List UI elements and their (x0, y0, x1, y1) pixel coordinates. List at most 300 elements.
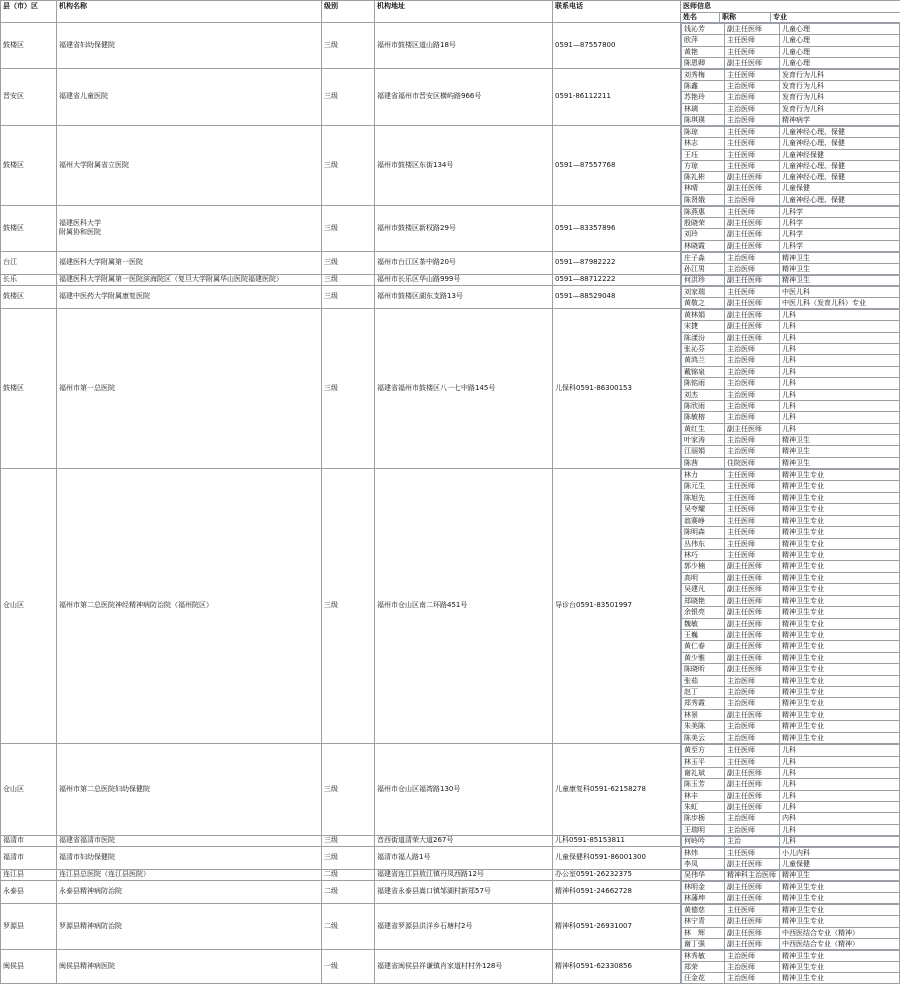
doctor-row (682, 527, 900, 538)
doctor-name: 王瑞明 (682, 824, 725, 835)
doctor-name: 黄红生 (682, 423, 725, 434)
doctor-specialty: 儿科 (780, 790, 900, 801)
institution-row (1, 881, 900, 904)
doctor-specialty: 儿科学 (780, 240, 900, 251)
doctor-name: 林宁青 (682, 916, 725, 927)
doctor-specialty: 儿科 (780, 321, 900, 332)
address-cell: 福清市福人路1号 (375, 847, 553, 870)
doctor-title: 副主任医师 (725, 423, 780, 434)
doctor-list (681, 950, 900, 983)
institution-row (1, 870, 900, 881)
county-cell: 鼓楼区 (1, 126, 57, 206)
doctor-row (682, 561, 900, 572)
doctor-list-cell (681, 69, 900, 126)
doctor-title: 副主任医师 (725, 790, 780, 801)
doctor-row (682, 160, 900, 171)
doctor-specialty: 精神卫生专业 (780, 504, 900, 515)
doctor-row (682, 973, 900, 984)
doctor-name: 陈琼 (682, 127, 725, 138)
doctor-title: 副主任医师 (725, 561, 780, 572)
doctor-list (681, 69, 900, 125)
doctor-specialty: 儿童神经心理、保健 (780, 127, 900, 138)
doctor-title: 主治医师 (725, 366, 780, 377)
doctor-specialty: 精神卫生专业 (780, 675, 900, 686)
doctor-list (681, 252, 900, 274)
doctor-specialty: 儿科 (780, 756, 900, 767)
doctor-title: 副主任医师 (725, 57, 780, 68)
level-cell: 三级 (322, 744, 375, 836)
header-phone: 联系电话 (553, 1, 681, 23)
doctor-specialty: 发育行为儿科 (780, 70, 900, 81)
institution-name-cell: 福建中医药大学附属康复医院 (57, 285, 322, 308)
doctor-name: 林丰 (682, 790, 725, 801)
doctor-specialty: 儿童心理 (780, 57, 900, 68)
doctor-name: 陈铭雨 (682, 378, 725, 389)
institution-row (1, 251, 900, 274)
phone-cell: 0591-86112211 (553, 69, 681, 126)
doctor-row (682, 916, 900, 927)
institution-name-cell: 福建医科大学 附属协和医院 (57, 205, 322, 251)
county-cell: 福清市 (1, 836, 57, 847)
doctor-row (682, 470, 900, 481)
doctor-title: 主任医师 (725, 745, 780, 756)
doctor-specialty: 儿科 (780, 344, 900, 355)
doctor-title: 主治医师 (725, 675, 780, 686)
phone-cell: 儿童康复科0591-62158278 (553, 744, 681, 836)
doctor-row (682, 629, 900, 640)
doctor-name: 刘家瑞 (682, 286, 725, 297)
level-cell: 三级 (322, 205, 375, 251)
doctor-name: 林志 (682, 138, 725, 149)
doctor-list (681, 469, 900, 743)
doctor-specialty: 精神卫生专业 (780, 652, 900, 663)
doctor-specialty: 精神卫生 (780, 434, 900, 445)
doctor-row (682, 355, 900, 366)
address-cell: 福州市仓山区福湾路130号 (375, 744, 553, 836)
doctor-row (682, 457, 900, 468)
doctor-specialty: 儿科 (780, 355, 900, 366)
doctor-specialty: 精神卫生专业 (780, 641, 900, 652)
doctor-specialty: 精神卫生专业 (780, 893, 900, 904)
doctor-row (682, 824, 900, 835)
doctor-name: 赵丁 (682, 687, 725, 698)
doctor-name: 林秀敏 (682, 951, 725, 962)
doctor-specialty: 精神卫生 (780, 252, 900, 263)
doctor-name: 郑荣 (682, 962, 725, 973)
doctor-list (681, 847, 900, 869)
doctor-row (682, 664, 900, 675)
doctor-row (682, 481, 900, 492)
doctor-row (682, 389, 900, 400)
doctor-specialty: 儿童神经心理、保健 (780, 160, 900, 171)
doctor-list-cell (681, 744, 900, 836)
doctor-specialty: 精神卫生 (780, 275, 900, 285)
header-doc-spec: 专业 (771, 13, 787, 22)
phone-cell: 0591—83357896 (553, 205, 681, 251)
doctor-title: 主任医师 (725, 149, 780, 160)
doctor-specialty: 发育行为儿科 (780, 103, 900, 114)
institution-name-cell: 罗源县精神病防治院 (57, 904, 322, 950)
doctor-row (682, 893, 900, 904)
phone-cell: 0591—87982222 (553, 251, 681, 274)
phone-cell: 精神科0591-26931007 (553, 904, 681, 950)
doctor-row (682, 641, 900, 652)
doctor-specialty: 儿科 (780, 824, 900, 835)
doctor-title: 副主任医师 (725, 629, 780, 640)
doctor-title: 主治医师 (725, 263, 780, 274)
doctor-specialty: 儿科学 (780, 206, 900, 217)
doctor-name: 谢礼斌 (682, 767, 725, 778)
doctor-name: 殷晓荣 (682, 218, 725, 229)
doctor-title: 主任医师 (725, 515, 780, 526)
doctor-specialty: 儿童心理 (780, 46, 900, 57)
doctor-list (681, 881, 900, 903)
doctor-title: 主任医师 (725, 905, 780, 916)
address-cell: 福州市台江区茶中路20号 (375, 251, 553, 274)
doctor-specialty: 发育行为儿科 (780, 92, 900, 103)
doctor-title: 主任医师 (725, 206, 780, 217)
county-cell: 连江县 (1, 870, 57, 881)
doctor-name: 何洪珍 (682, 275, 725, 285)
institution-name-cell: 福建医科大学附属第一医院滨海院区（复旦大学附属华山医院福建医院） (57, 274, 322, 285)
doctor-list (681, 126, 900, 205)
doctor-title: 副主任医师 (725, 893, 780, 904)
institution-row (1, 23, 900, 69)
institution-row (1, 126, 900, 206)
doctor-name: 方琼 (682, 160, 725, 171)
doctor-row (682, 927, 900, 938)
doctor-row (682, 229, 900, 240)
doctor-row (682, 114, 900, 125)
header-doctor-info (681, 1, 900, 23)
doctor-row (682, 366, 900, 377)
doctor-specialty: 儿童保健 (780, 859, 900, 870)
doctor-title: 副主任医师 (725, 572, 780, 583)
doctor-title: 主治医师 (725, 389, 780, 400)
county-cell: 台江 (1, 251, 57, 274)
doctor-specialty: 精神卫生专业 (780, 962, 900, 973)
doctor-title: 主任医师 (725, 481, 780, 492)
doctor-row (682, 790, 900, 801)
doctor-row (682, 813, 900, 824)
doctor-name: 王巍 (682, 629, 725, 640)
doctor-row (682, 652, 900, 663)
county-cell: 仓山区 (1, 744, 57, 836)
address-cell: 音西街道清荣大道267号 (375, 836, 553, 847)
doctor-name: 汪金花 (682, 973, 725, 984)
doctor-title: 副主任医师 (725, 229, 780, 240)
institution-row (1, 69, 900, 126)
doctor-specialty: 内科 (780, 813, 900, 824)
doctor-title: 副主任医师 (725, 664, 780, 675)
doctor-name: 陈旭先 (682, 492, 725, 503)
address-cell: 福建省福州市晋安区横屿路966号 (375, 69, 553, 126)
doctor-row (682, 538, 900, 549)
address-cell: 福建省福州市鼓楼区八一七中路145号 (375, 308, 553, 468)
doctor-title: 主治医师 (725, 824, 780, 835)
doctor-name: 黄仁春 (682, 641, 725, 652)
doctor-title: 副主任医师 (725, 641, 780, 652)
doctor-list (681, 206, 900, 251)
doctor-name: 陈元生 (682, 481, 725, 492)
level-cell: 二级 (322, 904, 375, 950)
doctor-name: 苏艳玲 (682, 92, 725, 103)
level-cell: 二级 (322, 870, 375, 881)
doctor-title: 住院医师 (725, 457, 780, 468)
doctor-name: 林玉平 (682, 756, 725, 767)
doctor-specialty: 精神卫生专业 (780, 470, 900, 481)
doctor-row (682, 859, 900, 870)
header-name: 机构名称 (57, 1, 322, 23)
doctor-title: 副主任医师 (725, 584, 780, 595)
doctor-specialty: 精神卫生专业 (780, 882, 900, 893)
doctor-specialty: 精神卫生专业 (780, 698, 900, 709)
doctor-row (682, 721, 900, 732)
doctor-name: 陈明森 (682, 527, 725, 538)
address-cell: 福州市鼓楼区湖东支路13号 (375, 285, 553, 308)
doctor-title: 副主任医师 (725, 172, 780, 183)
doctor-row (682, 756, 900, 767)
phone-cell: 精神科0591-62330856 (553, 950, 681, 984)
phone-cell: 导诊台0591-83501997 (553, 469, 681, 744)
doctor-title: 主治医师 (725, 114, 780, 125)
doctor-title: 副主任医师 (725, 297, 780, 308)
doctor-row (682, 138, 900, 149)
doctor-specialty: 儿科 (780, 389, 900, 400)
doctor-specialty: 中医儿科 (780, 286, 900, 297)
doctor-list-cell (681, 870, 900, 881)
doctor-title: 副主任医师 (725, 927, 780, 938)
phone-cell: 儿童保健科0591-86001300 (553, 847, 681, 870)
doctor-row (682, 378, 900, 389)
doctor-name: 李凤 (682, 859, 725, 870)
doctor-row (682, 607, 900, 618)
level-cell: 三级 (322, 23, 375, 69)
doctor-name: 黄林娟 (682, 309, 725, 320)
doctor-list-cell (681, 847, 900, 870)
doctor-name: 吴建凡 (682, 584, 725, 595)
address-cell: 福州市仓山区南二环路451号 (375, 469, 553, 744)
doctor-row (682, 423, 900, 434)
doctor-name: 林璃 (682, 103, 725, 114)
phone-cell: 0591—88712222 (553, 274, 681, 285)
doctor-row (682, 779, 900, 790)
doctor-row (682, 434, 900, 445)
doctor-specialty: 精神卫生专业 (780, 481, 900, 492)
doctor-row (682, 92, 900, 103)
doctor-row (682, 618, 900, 629)
phone-cell: 儿保科0591-86300153 (553, 308, 681, 468)
doctor-title: 副主任医师 (725, 652, 780, 663)
doctor-name: 林晓霞 (682, 240, 725, 251)
doctor-name: 陈茜 (682, 457, 725, 468)
doctor-specialty: 儿科 (780, 412, 900, 423)
doctor-list-cell (681, 251, 900, 274)
doctor-list (681, 904, 900, 949)
institution-name-cell: 福州市第二总医院妇幼保健院 (57, 744, 322, 836)
doctor-title: 主任医师 (725, 538, 780, 549)
address-cell: 福建省连江县敖江镇丹凤西路12号 (375, 870, 553, 881)
doctor-name: 林巧 (682, 549, 725, 560)
doctor-name: 刘玲 (682, 229, 725, 240)
doctor-title: 主任医师 (725, 492, 780, 503)
level-cell: 三级 (322, 836, 375, 847)
doctor-specialty: 精神卫生专业 (780, 527, 900, 538)
doctor-row (682, 35, 900, 46)
header-doctor-info-title: 医师信息 (681, 1, 900, 13)
doctor-name: 谢丁强 (682, 938, 725, 949)
doctor-title: 主治 (725, 837, 780, 847)
doctor-title: 主任医师 (725, 848, 780, 859)
doctor-title: 主治医师 (725, 400, 780, 411)
doctor-row (682, 332, 900, 343)
doctor-title: 主治医师 (725, 92, 780, 103)
doctor-name: 黄艳 (682, 46, 725, 57)
doctor-list-cell (681, 881, 900, 904)
doctor-specialty: 儿科 (780, 779, 900, 790)
level-cell: 三级 (322, 308, 375, 468)
doctor-specialty: 儿科 (780, 378, 900, 389)
doctor-specialty: 儿童神经心理、保健 (780, 172, 900, 183)
doctor-row (682, 57, 900, 68)
doctor-title: 副主任医师 (725, 767, 780, 778)
doctor-name: 刘杰 (682, 389, 725, 400)
doctor-row (682, 745, 900, 756)
doctor-title: 副主任医师 (725, 321, 780, 332)
header-level: 级别 (322, 1, 375, 23)
doctor-row (682, 584, 900, 595)
institution-name-cell: 永泰县精神病防治院 (57, 881, 322, 904)
doctor-name: 陈美云 (682, 732, 725, 743)
address-cell: 福建省永泰县嵩口镇邹湖村新郑57号 (375, 881, 553, 904)
county-cell: 晋安区 (1, 69, 57, 126)
doctor-list (681, 286, 900, 308)
table-header-row (1, 1, 900, 23)
doctor-row (682, 709, 900, 720)
doctor-name: 庄子淼 (682, 252, 725, 263)
doctor-row (682, 275, 900, 285)
doctor-name: 黄德慈 (682, 905, 725, 916)
doctor-title: 主治医师 (725, 434, 780, 445)
doctor-title: 主治医师 (725, 973, 780, 984)
doctor-title: 主任医师 (725, 286, 780, 297)
doctor-title: 主治医师 (725, 194, 780, 205)
doctor-name: 郑晓艳 (682, 595, 725, 606)
doctor-specialty: 儿童神经心理、保健 (780, 194, 900, 205)
doctor-specialty: 儿童神经保健 (780, 149, 900, 160)
doctor-title: 主任医师 (725, 46, 780, 57)
doctor-list (681, 309, 900, 468)
doctor-row (682, 951, 900, 962)
doctor-specialty: 精神卫生专业 (780, 664, 900, 675)
institution-name-cell: 福建医科大学附属第一医院 (57, 251, 322, 274)
doctor-row (682, 240, 900, 251)
doctor-title: 主任医师 (725, 160, 780, 171)
doctor-list-cell (681, 308, 900, 468)
doctor-list (681, 23, 900, 68)
doctor-row (682, 515, 900, 526)
phone-cell: 0591—88529048 (553, 285, 681, 308)
doctor-row (682, 24, 900, 35)
doctor-name: 宋捷 (682, 321, 725, 332)
doctor-list-cell (681, 274, 900, 285)
county-cell: 鼓楼区 (1, 308, 57, 468)
doctor-name: 陈琪瑛 (682, 114, 725, 125)
doctor-specialty: 精神卫生 (780, 263, 900, 274)
doctor-title: 主任医师 (725, 70, 780, 81)
doctor-title: 副主任医师 (725, 802, 780, 813)
doctor-title: 副主任医师 (725, 309, 780, 320)
institution-row (1, 469, 900, 744)
doctor-specialty: 儿科 (780, 332, 900, 343)
doctor-title: 主任医师 (725, 470, 780, 481)
doctor-row (682, 882, 900, 893)
doctor-name: 钱沁芳 (682, 24, 725, 35)
doctor-name: 高明 (682, 572, 725, 583)
level-cell: 三级 (322, 285, 375, 308)
doctor-specialty: 精神卫生专业 (780, 584, 900, 595)
doctor-row (682, 962, 900, 973)
doctor-row (682, 687, 900, 698)
doctor-name: 郑秀霞 (682, 698, 725, 709)
doctor-row (682, 127, 900, 138)
doctor-specialty: 精神卫生专业 (780, 905, 900, 916)
institution-name-cell: 闽侯县精神病医院 (57, 950, 322, 984)
doctor-row (682, 504, 900, 515)
doctor-row (682, 263, 900, 274)
doctor-name: 陈恩卿 (682, 57, 725, 68)
institution-name-cell: 福建省儿童医院 (57, 69, 322, 126)
doctor-row (682, 172, 900, 183)
address-cell: 福州市长乐区华山路999号 (375, 274, 553, 285)
address-cell: 福州市鼓楼区道山路18号 (375, 23, 553, 69)
doctor-name: 魏敏 (682, 618, 725, 629)
doctor-specialty: 精神卫生专业 (780, 561, 900, 572)
doctor-name: 翁赛峥 (682, 515, 725, 526)
doctor-specialty: 儿童保健 (780, 183, 900, 194)
doctor-specialty: 精神卫生专业 (780, 595, 900, 606)
doctor-title: 副主任医师 (725, 882, 780, 893)
doctor-name: 郭少楠 (682, 561, 725, 572)
doctor-title: 副主任医师 (725, 218, 780, 229)
institution-row (1, 950, 900, 984)
doctor-name: 孙江男 (682, 263, 725, 274)
doctor-row (682, 848, 900, 859)
doctor-name: 陈礼彬 (682, 172, 725, 183)
doctor-specialty: 精神卫生 (780, 871, 900, 881)
phone-cell: 办公室0591-26232375 (553, 870, 681, 881)
phone-cell: 0591—87557768 (553, 126, 681, 206)
doctor-row (682, 446, 900, 457)
doctor-specialty: 精神卫生专业 (780, 951, 900, 962)
level-cell: 三级 (322, 274, 375, 285)
doctor-name: 林晴 (682, 183, 725, 194)
level-cell: 二级 (322, 881, 375, 904)
doctor-name: 陈欣雨 (682, 400, 725, 411)
doctor-name: 江丽娟 (682, 446, 725, 457)
doctor-row (682, 400, 900, 411)
doctor-row (682, 675, 900, 686)
doctor-row (682, 218, 900, 229)
doctor-specialty: 儿科学 (780, 218, 900, 229)
doctor-list (681, 870, 900, 880)
doctor-title: 主任医师 (725, 549, 780, 560)
doctor-title: 副主任医师 (725, 709, 780, 720)
doctor-title: 主治医师 (725, 344, 780, 355)
institution-row (1, 274, 900, 285)
doctor-specialty: 精神病学 (780, 114, 900, 125)
doctor-row (682, 103, 900, 114)
